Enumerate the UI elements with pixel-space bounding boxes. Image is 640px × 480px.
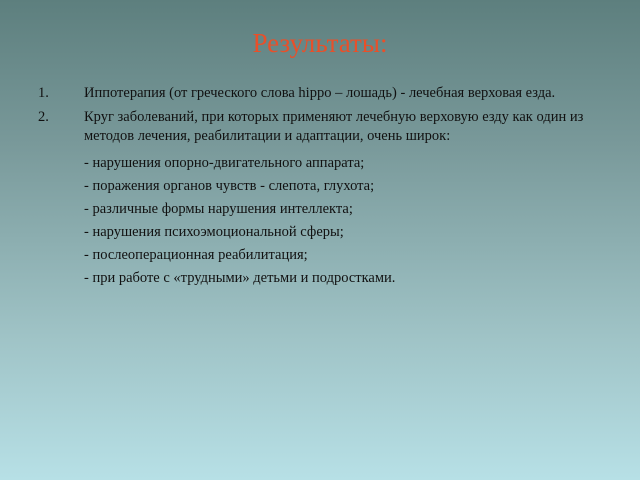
list-item-number: 1.	[38, 85, 49, 101]
sub-item: - поражения органов чувств - слепота, глухота;	[84, 178, 375, 194]
results-list	[34, 84, 594, 292]
slide-title: Результаты:	[252, 28, 388, 58]
list-item-text: Круг заболеваний, при которых применяют лечебную верховую езду как один из методов лечения, реабилитации и адаптации, очень широк:	[84, 109, 584, 144]
list-item-text: Иппотерапия (от греческого слова hippo – лошадь) - лечебная верховая езда.	[84, 85, 556, 101]
list-item	[34, 84, 594, 103]
list-item	[34, 108, 594, 146]
sub-item: - нарушения психоэмоциональной сферы;	[84, 224, 344, 240]
sub-item: - послеоперационная реабилитация;	[84, 247, 308, 263]
sub-item: - при работе с «трудными» детьми и подростками.	[84, 270, 396, 286]
list-item-number: 2.	[38, 109, 49, 125]
sub-item: - нарушения опорно-двигательного аппарата;	[84, 155, 365, 171]
sub-item: - различные формы нарушения интеллекта;	[84, 201, 353, 217]
